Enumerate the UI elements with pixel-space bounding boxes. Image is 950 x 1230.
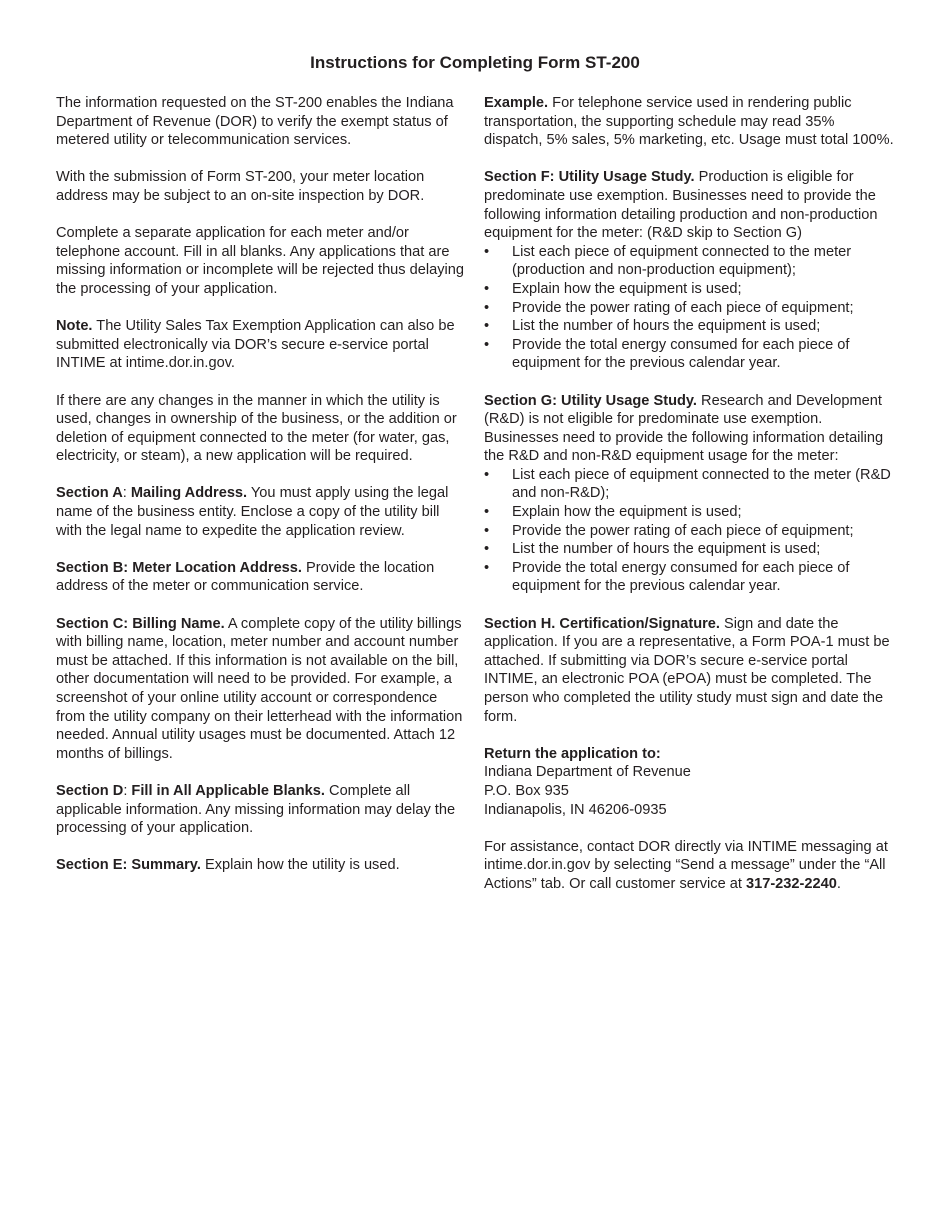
section-d-separator: :	[123, 782, 132, 799]
section-d-label: Section D	[56, 782, 124, 799]
list-item: • List the number of hours the equipment is used;	[484, 540, 896, 559]
list-item: • Provide the total energy consumed for each piece of equipment for the previous calendar year.	[484, 559, 896, 596]
section-c-title: Section C: Billing Name.	[56, 615, 225, 632]
address-line: P.O. Box 935	[484, 782, 569, 799]
list-item: • Provide the total energy consumed for each piece of equipment for the previous calendar year.	[484, 336, 896, 373]
list-item: • List the number of hours the equipment is used;	[484, 317, 896, 336]
section-f-list	[484, 243, 896, 373]
section-a-paragraph	[56, 484, 468, 540]
phone-number: 317-232-2240	[745, 875, 837, 892]
section-h-paragraph	[484, 615, 896, 727]
note-paragraph	[56, 317, 468, 373]
section-a-label: Section A	[56, 485, 123, 502]
assistance-text: For assistance, contact DOR directly via INTIME messaging at intime.dor.in.gov by selecting “Send a message” under the “All Actions” tab. Or call customer service at	[484, 838, 888, 892]
example-paragraph	[484, 94, 896, 150]
right-column	[484, 94, 896, 912]
list-item: • Provide the power rating of each piece of equipment;	[484, 522, 896, 541]
section-g-paragraph	[484, 392, 896, 466]
list-item: • List each piece of equipment connected to the meter (production and non-production equipment);	[484, 243, 896, 280]
left-column	[56, 94, 468, 894]
list-item: • Provide the power rating of each piece of equipment;	[484, 299, 896, 318]
section-e-paragraph	[56, 856, 468, 875]
section-a-separator: :	[122, 485, 131, 502]
section-c-paragraph	[56, 615, 468, 764]
assistance-end: .	[836, 875, 841, 892]
section-e-text: Explain how the utility is used.	[200, 857, 400, 874]
changes-paragraph: If there are any changes in the manner in which the utility is used, changes in ownership of the business, or the addition or deletion of equipment connected to the meter (for water, gas, electricity, or steam), a new application will be required.	[56, 392, 457, 465]
return-label: Return the application to:	[484, 745, 661, 762]
section-b-text: Provide the location address of the meter or communication service.	[56, 559, 435, 595]
section-f-text: Production is eligible for predominate use exemption. Businesses need to provide the following information detailing production and non-production equipment for the meter: (R&D skip to Section G)	[484, 169, 878, 242]
section-g-list	[484, 466, 896, 596]
address-line: Indianapolis, IN 46206-0935	[484, 801, 667, 818]
section-e-title: Section E: Summary.	[56, 857, 201, 874]
section-d-text: Complete all applicable information. Any missing information may delay the processing of your application.	[56, 782, 456, 837]
section-b-paragraph	[56, 559, 468, 596]
section-c-text: A complete copy of the utility billings with billing name, location, meter number and account number must be attached. If this information is not available on the bill, other documentation will need to be provided. For example, a screenshot of your online utility account or correspondence from the utility company on their letterhead with the information needed. Annual utility usages must be documented. Attach 12 months of billings.	[56, 615, 463, 762]
list-item: • Explain how the equipment is used;	[484, 280, 896, 299]
section-h-text: Sign and date the application. If you are a representative, a Form POA-1 must be attached. If submitting via DOR’s secure e-service portal INTIME, an electronic POA (ePOA) must be completed. The person who completed the utility study must sign and date the form.	[484, 615, 890, 725]
section-d-paragraph	[56, 782, 468, 838]
return-address-block	[484, 745, 896, 819]
note-text: The Utility Sales Tax Exemption Application can also be submitted electronically via DOR’s secure e-service portal INTIME at intime.dor.in.gov.	[56, 318, 455, 372]
section-g-title: Section G: Utility Usage Study.	[484, 392, 697, 409]
page-title: Instructions for Completing Form ST-200	[310, 53, 640, 72]
assistance-paragraph	[484, 838, 896, 894]
note-label: Note.	[56, 318, 93, 335]
list-item: • Explain how the equipment is used;	[484, 503, 896, 522]
section-a-text: You must apply using the legal name of the business entity. Enclose a copy of the utility bill with the legal name to expedite the application review.	[56, 485, 449, 539]
example-label: Example.	[484, 95, 549, 111]
section-d-title: Fill in All Applicable Blanks.	[131, 782, 325, 799]
example-text: For telephone service used in rendering public transportation, the supporting schedule may read 35% dispatch, 5% sales, 5% marketing, etc. Usage must total 100%.	[484, 95, 894, 149]
list-item: • List each piece of equipment connected to the meter (R&D and non-R&D);	[484, 466, 896, 503]
intro-paragraph-3: Complete a separate application for each meter and/or telephone account. Fill in all blanks. Any applications that are missing information or incomplete will be rejected thus delaying the processing of your application.	[56, 225, 465, 297]
intro-paragraph-2: With the submission of Form ST-200, your meter location address may be subject to an on-site inspection by DOR.	[56, 169, 425, 204]
section-f-paragraph	[484, 168, 896, 242]
section-f-title: Section F: Utility Usage Study.	[484, 169, 695, 186]
section-a-title: Mailing Address.	[130, 485, 248, 502]
intro-paragraph-1: The information requested on the ST-200 enables the Indiana Department of Revenue (DOR) to verify the exempt status of metered utility or telecommunication services.	[56, 95, 454, 149]
section-h-title: Section H. Certification/Signature.	[484, 615, 720, 632]
address-line: Indiana Department of Revenue	[484, 764, 691, 781]
section-g-text: Research and Development (R&D) is not eligible for predominate use exemption. Businesses need to provide the following information detailing the R&D and non-R&D equipment usage for the meter:	[484, 392, 884, 465]
section-b-title: Section B: Meter Location Address.	[56, 559, 302, 576]
